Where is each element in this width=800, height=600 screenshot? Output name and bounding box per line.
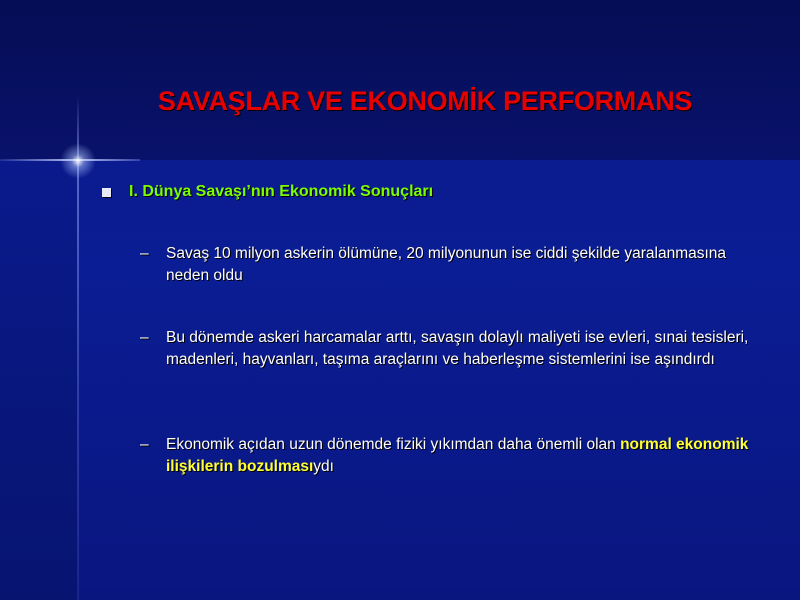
sub-bullet-3 (140, 434, 750, 478)
highlighted-phrase: normal ekonomik ilişkilerin bozulması (166, 436, 749, 475)
main-bullet (102, 183, 433, 201)
dash-bullet-icon: – (140, 436, 149, 453)
dash-bullet-icon: – (140, 329, 149, 346)
sub-bullet-text-part: Ekonomik açıdan uzun dönemde fiziki yıkımdan daha önemli olan (166, 436, 621, 453)
square-bullet-icon (102, 188, 111, 197)
sub-bullet-text: Savaş 10 milyon askerin ölümüne, 20 milyonunun ise ciddi şekilde yaralanmasına neden oldu (166, 245, 727, 284)
sub-bullet-2 (140, 327, 750, 371)
left-band (0, 160, 78, 600)
title-band (0, 0, 800, 160)
sub-bullet-text (166, 434, 750, 478)
sub-bullet-text-suffix: ydı (313, 458, 334, 475)
dash-bullet-icon: – (140, 245, 149, 262)
sparkle-icon (60, 143, 96, 179)
bullet-heading: I. Dünya Savaşı’nın Ekonomik Sonuçları (129, 183, 434, 200)
sub-bullet-1 (140, 243, 750, 287)
slide-title: SAVAŞLAR VE EKONOMİK PERFORMANS (157, 86, 693, 116)
sub-bullet-text: Bu dönemde askeri harcamalar arttı, savaşın dolaylı maliyeti ise evleri, sınai tesisleri, madenleri, hayvanları, taşıma araçlarını ve haberleşme sistemlerini ise aşındırdı (166, 329, 749, 368)
